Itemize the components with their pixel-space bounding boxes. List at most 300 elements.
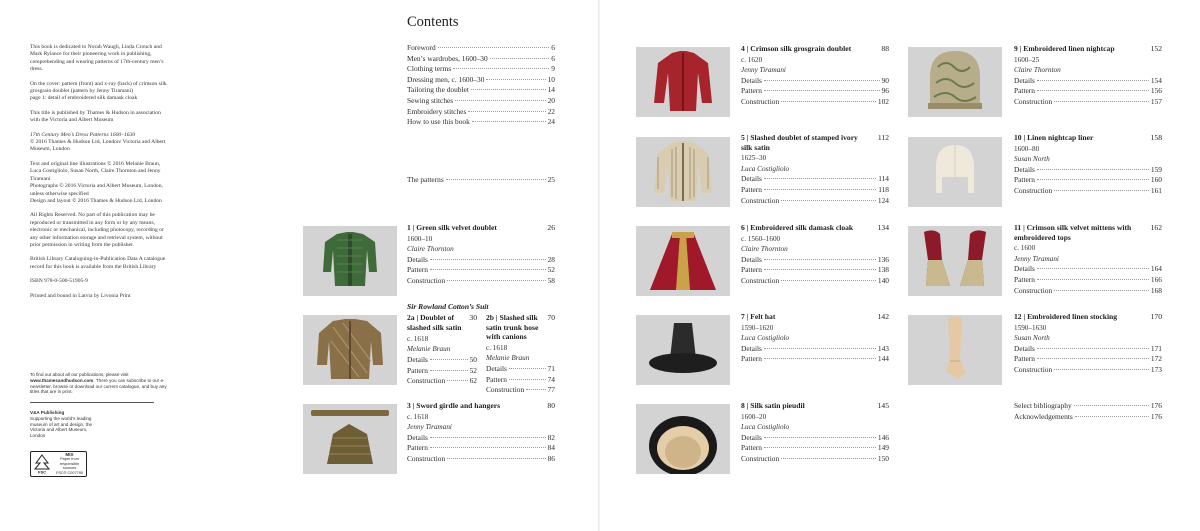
- entry-maker: Luca Costigliolo: [741, 164, 790, 173]
- entry-page: 112: [877, 133, 889, 142]
- entry-subitem[interactable]: [407, 255, 555, 265]
- rights-statement: All Rights Reserved. No part of this publication may be reproduced or transmitted in any form or by any means, electronic or mechanical, including photocopy, recording or any other information storage and retrieval system, without prior permission in writing from the publisher.: [30, 212, 164, 248]
- page-title: Contents: [407, 14, 459, 30]
- toc-label: Men’s wardrobes, 1600–30: [407, 53, 488, 63]
- entry-subitem[interactable]: [1014, 86, 1162, 96]
- thumb-nightcap-liner[interactable]: [908, 137, 1002, 207]
- photo-credits: Photographs © 2016 Victoria and Albert Museum, London, unless otherwise specified: [30, 183, 163, 197]
- toc-page: 124: [877, 195, 889, 205]
- toc-page: 176: [1150, 401, 1162, 410]
- toc-page: 157: [1150, 97, 1162, 106]
- entry-title-text: 10 | Linen nightcap liner: [1014, 133, 1094, 142]
- entry-maker: Jenny Tiramani: [741, 66, 786, 74]
- fsc-text: [53, 453, 86, 476]
- toc-label: Construction: [741, 195, 780, 205]
- divider: [30, 402, 154, 403]
- toc-page: 10: [547, 74, 555, 84]
- entry-page: 170: [1150, 312, 1162, 321]
- entry-maker: Claire Thornton: [741, 245, 788, 253]
- entry-subitem[interactable]: [1014, 175, 1162, 185]
- entry-page: 26: [547, 223, 555, 232]
- nightcap-liner-icon: [908, 137, 1002, 207]
- toc-page: 138: [877, 265, 889, 275]
- toc-label: Construction: [486, 385, 525, 395]
- copyright-lines: © 2016 Thames & Hudson Ltd, London/ Victoria and Albert Museum, London: [30, 139, 166, 153]
- toc-page: 143: [877, 343, 889, 353]
- entry-subitem[interactable]: [486, 364, 555, 374]
- toc-front-item[interactable]: [407, 75, 555, 85]
- entry-maker: Jenny Tiramani: [1014, 254, 1059, 263]
- leader-dots: [764, 358, 876, 359]
- toc-page: 74: [547, 374, 555, 384]
- entry-subitem[interactable]: [1014, 286, 1162, 296]
- promo-rest: . There you can subscribe to our e-newsletter, browse or download our current catalogue, and buy any titles that are in print.: [30, 377, 167, 395]
- entry-subitem[interactable]: [741, 344, 889, 354]
- fsc-mix: MIX: [65, 451, 74, 457]
- leader-dots: [1054, 101, 1149, 102]
- toc-page: 14: [547, 85, 555, 95]
- toc-front-item[interactable]: [407, 54, 555, 64]
- toc-page: 136: [877, 254, 889, 264]
- publisher-promo: [30, 372, 170, 395]
- entry-subitem[interactable]: [741, 433, 889, 443]
- toc-label: Details: [407, 355, 428, 365]
- toc-front-item[interactable]: [407, 43, 555, 53]
- toc-front-item[interactable]: [407, 85, 555, 95]
- toc-page: 154: [1150, 75, 1162, 85]
- dedication: This book is dedicated to Norah Waugh, Linda Crouch and Mark Rylance for their pioneering work in publishing, comprehending and wearing patterns of 17th-century men’s dress.: [30, 44, 164, 73]
- leader-dots: [781, 458, 876, 459]
- leader-dots: [430, 437, 546, 438]
- entry-title[interactable]: [741, 312, 889, 322]
- toc-label: Details: [1014, 164, 1035, 174]
- toc-page: 118: [878, 185, 889, 194]
- suit-title: Sir Rowland Cotton’s Suit: [407, 302, 489, 311]
- toc-label: Pattern: [407, 265, 428, 275]
- entry-subitem[interactable]: [486, 385, 555, 395]
- toc-label: How to use this book: [407, 117, 470, 127]
- entry-subitem[interactable]: [407, 276, 555, 286]
- leader-dots: [430, 359, 468, 360]
- entry-subitem[interactable]: [1014, 354, 1162, 364]
- entry-maker: Susan North: [1014, 155, 1050, 163]
- toc-label: Select bibliography: [1014, 401, 1072, 410]
- toc-page: 168: [1150, 285, 1162, 295]
- entry-subitem[interactable]: [407, 443, 555, 453]
- leader-dots: [447, 458, 545, 459]
- thumb-stocking[interactable]: [908, 315, 1002, 385]
- entry-date: 1590–1620: [741, 323, 774, 332]
- entry-subitem[interactable]: [486, 375, 555, 385]
- leader-dots: [781, 101, 876, 102]
- entry-date: 1600–80: [1014, 144, 1040, 153]
- toc-page: 50: [469, 355, 477, 365]
- toc-label: Pattern: [1014, 354, 1035, 364]
- entry-subitem[interactable]: [741, 454, 889, 464]
- leader-dots: [764, 90, 880, 91]
- cover-credit-text: On the cover: pattern (front) and x-ray (back) of crimson silk grosgrain doublet (pattern by Jenny Tiramani): [30, 80, 167, 95]
- toc-page: 84: [547, 443, 555, 453]
- fsc-tree-icon: [31, 453, 53, 475]
- design-credits: Design and layout © 2016 Thames & Hudson Ltd, London: [30, 197, 162, 204]
- entry-subitem[interactable]: [741, 255, 889, 265]
- cip-data: British Library Cataloguing-in-Publication Data A catalogue record for this book is available from the British Library: [30, 256, 166, 270]
- green-doublet-icon: [303, 226, 397, 296]
- entry-title[interactable]: [407, 401, 555, 411]
- entry-subitem[interactable]: [1014, 264, 1162, 274]
- entry-date: 1600–10: [407, 234, 433, 243]
- va-text: Supporting the world’s leading museum of art and design, the Victoria and Albert Museum, London: [30, 415, 93, 439]
- entry-title[interactable]: [407, 223, 555, 233]
- toc-page: 140: [877, 276, 889, 285]
- leader-dots: [430, 259, 546, 260]
- thumb-green-doublet[interactable]: [303, 226, 397, 296]
- copyright-block: [30, 132, 168, 154]
- fsc-logo-text: FSC: [38, 469, 46, 474]
- pieudil-icon: [636, 404, 730, 474]
- toc-label: Details: [741, 343, 762, 353]
- leader-dots: [1037, 358, 1149, 359]
- toc-label: Pattern: [1014, 86, 1035, 96]
- toc-page: 102: [877, 97, 889, 106]
- fsc-code: FSC® C007795: [56, 470, 83, 475]
- leader-dots: [430, 269, 546, 270]
- entry-page: 134: [877, 223, 889, 232]
- thumb-felt-hat[interactable]: [636, 315, 730, 385]
- entry-subitem[interactable]: [407, 433, 555, 443]
- entry-title-text: 2b | Slashed silk satin trunk hose with canions: [486, 313, 539, 342]
- entry-title[interactable]: [741, 133, 889, 152]
- entry-subitem[interactable]: [407, 265, 555, 275]
- va-publishing-note: [30, 410, 170, 439]
- toc-label: Sewing stitches: [407, 96, 454, 105]
- leader-dots: [468, 111, 545, 112]
- entry-subitem[interactable]: [1014, 186, 1162, 196]
- fsc-logo: [30, 451, 87, 477]
- toc-page: 173: [1150, 365, 1162, 374]
- leader-dots: [1037, 268, 1149, 269]
- entry-subitem[interactable]: [741, 265, 889, 275]
- toc-front-item[interactable]: [407, 107, 555, 117]
- toc-label: Construction: [407, 376, 446, 386]
- leader-dots: [764, 269, 876, 270]
- text-credits: Text and original line illustrations © 2016 Melanie Braun, Luca Costigliolo, Susan North, Claire Thornton and Jenny Tiramani: [30, 160, 161, 182]
- book-spine: [598, 0, 600, 531]
- toc-page: 6: [551, 43, 555, 52]
- entry-title-text: 3 | Sword girdle and hangers: [407, 401, 501, 410]
- toc-label: Pattern: [407, 443, 428, 453]
- entry-subitem[interactable]: [407, 355, 477, 365]
- toc-label: Details: [1014, 343, 1035, 353]
- leader-dots: [1054, 290, 1149, 291]
- entry-page: 70: [547, 313, 555, 322]
- toc-label: Details: [741, 432, 762, 442]
- entry-subitem[interactable]: [1014, 76, 1162, 86]
- fsc-line2: responsible sources: [59, 461, 80, 471]
- entry-subitem[interactable]: [1014, 344, 1162, 354]
- entry-maker: Melanie Braun: [486, 354, 530, 363]
- toc-page: 160: [1150, 175, 1162, 185]
- entry-subitem[interactable]: [407, 366, 477, 376]
- promo-lead: To find out about all our publications, please visit: [30, 372, 129, 377]
- leader-dots: [1037, 279, 1149, 280]
- leader-dots: [1054, 190, 1149, 191]
- toc-page: 28: [547, 254, 555, 264]
- toc-label: Acknowledgements: [1014, 411, 1073, 421]
- entry-title-text: 8 | Silk satin pieudil: [741, 401, 805, 410]
- entry-page: 142: [877, 312, 889, 321]
- leader-dots: [446, 179, 546, 180]
- entry-date: c. 1618: [407, 412, 429, 421]
- entry-title-text: 2a | Doublet of slashed silk satin: [407, 313, 462, 332]
- entry-page: 80: [547, 401, 555, 410]
- toc-page: 166: [1150, 275, 1162, 284]
- entry-subitem[interactable]: [741, 185, 889, 195]
- entry-maker: Susan North: [1014, 334, 1050, 342]
- toc-label: Clothing terms: [407, 64, 452, 74]
- toc-page: 52: [469, 365, 477, 375]
- toc-page: 164: [1150, 264, 1162, 274]
- entry-subitem[interactable]: [741, 354, 889, 364]
- leader-dots: [1075, 416, 1149, 417]
- toc-page: 90: [881, 75, 889, 85]
- toc-label: Details: [741, 174, 762, 184]
- entry-subitem[interactable]: [741, 174, 889, 184]
- toc-label: Embroidery stitches: [407, 106, 467, 116]
- entry-date: c. 1620: [741, 55, 763, 64]
- toc-label: Pattern: [741, 185, 762, 194]
- toc-page: 159: [1150, 164, 1162, 174]
- toc-page: 149: [877, 443, 889, 453]
- leader-dots: [1037, 90, 1149, 91]
- printed-note: Printed and bound in Latvia by Livonia Print: [30, 292, 131, 299]
- entry-title-text: 7 | Felt hat: [741, 312, 776, 321]
- leader-dots: [526, 389, 545, 390]
- toc-front-item[interactable]: [407, 117, 555, 127]
- entry-date: c. 1618: [486, 344, 508, 352]
- toc-label: Pattern: [407, 365, 428, 375]
- entry-title-text: 1 | Green silk velvet doublet: [407, 223, 497, 232]
- entry-date: 1600–20: [741, 412, 767, 421]
- entry-title[interactable]: [741, 401, 889, 411]
- entry-subitem[interactable]: [1014, 275, 1162, 285]
- toc-label: Construction: [741, 97, 780, 106]
- entry-title[interactable]: [741, 223, 889, 233]
- leader-dots: [764, 189, 876, 190]
- entry-date: c. 1600: [1014, 244, 1036, 253]
- leader-dots: [764, 259, 876, 260]
- entry-date: c. 1618: [407, 335, 429, 343]
- stocking-icon: [908, 315, 1002, 385]
- toc-page: 52: [547, 265, 555, 275]
- toc-label: Details: [486, 364, 507, 374]
- leader-dots: [447, 280, 545, 281]
- toc-label: Pattern: [486, 374, 507, 384]
- leader-dots: [764, 348, 876, 349]
- leader-dots: [781, 200, 876, 201]
- toc-label: The patterns: [407, 175, 444, 184]
- damask-cloak-icon: [636, 226, 730, 296]
- toc-page: 6: [551, 53, 555, 63]
- toc-label: Pattern: [741, 265, 762, 275]
- leader-dots: [764, 80, 880, 81]
- toc-page: 146: [877, 432, 889, 442]
- toc-page: 25: [547, 175, 555, 184]
- isbn: ISBN 978-0-500-51905-9: [30, 278, 88, 285]
- entry-subitem[interactable]: [1014, 97, 1162, 107]
- thumb-nightcap[interactable]: [908, 47, 1002, 117]
- entry-title-text: 6 | Embroidered silk damask cloak: [741, 223, 854, 232]
- entry-page: 162: [1150, 223, 1162, 232]
- entry-maker: Claire Thornton: [407, 245, 454, 253]
- leader-dots: [781, 280, 876, 281]
- toc-patterns[interactable]: [407, 175, 555, 185]
- toc-label: Pattern: [741, 443, 762, 453]
- fsc-line1: Paper from: [60, 457, 79, 462]
- thumb-damask-cloak[interactable]: [636, 226, 730, 296]
- toc-label: Construction: [741, 276, 780, 285]
- leader-dots: [438, 47, 550, 48]
- toc-front-item[interactable]: [407, 64, 555, 74]
- promo-url[interactable]: www.thamesandhudson.com: [30, 377, 94, 383]
- entry-subitem[interactable]: [741, 276, 889, 286]
- toc-page: 172: [1150, 354, 1162, 364]
- cover-credit: [30, 81, 168, 103]
- toc-label: Construction: [1014, 186, 1053, 195]
- entry-page: 88: [881, 44, 889, 53]
- felt-hat-icon: [636, 315, 730, 385]
- toc-page: 176: [1150, 411, 1162, 421]
- toc-page: 144: [877, 354, 889, 364]
- toc-label: Pattern: [1014, 275, 1035, 284]
- toc-label: Details: [741, 254, 762, 264]
- slashed-doublet-icon: [303, 315, 397, 385]
- book-title-italic: 17th Century Men’s Dress Patterns 1600–1630: [30, 131, 136, 138]
- page1-credit: page 1: detail of embroidered silk damask cloak: [30, 95, 138, 102]
- leader-dots: [1037, 348, 1149, 349]
- leader-dots: [430, 370, 468, 371]
- leader-dots: [486, 79, 545, 80]
- entry-title-text: 5 | Slashed doublet of stamped ivory silk satin: [741, 133, 858, 152]
- entry-subitem[interactable]: [407, 376, 477, 386]
- toc-label: Pattern: [741, 354, 762, 364]
- entry-subitem[interactable]: [741, 76, 889, 86]
- toc-label: Construction: [1014, 97, 1053, 106]
- leader-dots: [1037, 169, 1149, 170]
- leader-dots: [471, 89, 546, 90]
- entry-title-text: 11 | Crimson silk velvet mittens with embroidered tops: [1014, 223, 1132, 242]
- entry-title[interactable]: [1014, 44, 1162, 54]
- entry-subitem[interactable]: [407, 454, 555, 464]
- thumb-sword-girdle[interactable]: [303, 404, 397, 474]
- thumb-pieudil[interactable]: [636, 404, 730, 474]
- toc-page: 22: [547, 106, 555, 116]
- entry-date: 1625–30: [741, 154, 767, 163]
- leader-dots: [430, 447, 546, 448]
- leader-dots: [455, 100, 545, 101]
- toc-label: Details: [741, 75, 762, 85]
- toc-label: Details: [407, 432, 428, 442]
- entry-title[interactable]: [741, 44, 889, 54]
- toc-page: 20: [547, 96, 555, 105]
- entry-subitem[interactable]: [1014, 365, 1162, 375]
- leader-dots: [764, 178, 876, 179]
- toc-back-item[interactable]: [1014, 401, 1162, 411]
- toc-page: 156: [1150, 86, 1162, 96]
- toc-back-item[interactable]: [1014, 412, 1162, 422]
- entry-subitem[interactable]: [741, 196, 889, 206]
- mittens-icon: [908, 226, 1002, 296]
- toc-label: Construction: [407, 454, 446, 463]
- toc-label: Details: [1014, 264, 1035, 274]
- entry-subitem[interactable]: [741, 86, 889, 96]
- entry-date: 1600–25: [1014, 55, 1040, 64]
- thumb-crimson-doublet[interactable]: [636, 47, 730, 117]
- leader-dots: [490, 58, 550, 59]
- nightcap-icon: [908, 47, 1002, 117]
- toc-label: Construction: [1014, 285, 1053, 295]
- toc-page: 62: [469, 376, 477, 386]
- entry-title[interactable]: [1014, 133, 1162, 143]
- toc-page: 161: [1150, 186, 1162, 195]
- toc-label: Pattern: [741, 86, 762, 96]
- entry-title-text: 9 | Embroidered linen nightcap: [1014, 44, 1115, 53]
- entry-title[interactable]: [486, 313, 555, 342]
- entry-title[interactable]: [1014, 312, 1162, 322]
- toc-page: 71: [547, 364, 555, 374]
- thumb-slashed-doublet[interactable]: [303, 315, 397, 385]
- toc-label: Construction: [741, 454, 780, 463]
- entry-maker: Luca Costigliolo: [741, 423, 790, 431]
- toc-page: 96: [881, 86, 889, 96]
- entry-maker: Luca Costigliolo: [741, 334, 790, 342]
- thumb-ivory-doublet[interactable]: [636, 137, 730, 207]
- entry-date: c. 1560–1600: [741, 234, 781, 243]
- toc-label: Dressing men, c. 1600–30: [407, 74, 485, 84]
- entry-title[interactable]: [1014, 223, 1162, 242]
- entry-maker: Melanie Braun: [407, 345, 451, 354]
- toc-label: Construction: [1014, 365, 1053, 374]
- toc-page: 9: [551, 64, 555, 74]
- toc-page: 82: [547, 432, 555, 442]
- entry-subitem[interactable]: [741, 443, 889, 453]
- toc-label: Tailoring the doublet: [407, 85, 469, 95]
- toc-page: 58: [547, 276, 555, 285]
- toc-label: Foreword: [407, 43, 436, 52]
- thumb-mittens[interactable]: [908, 226, 1002, 296]
- toc-front-item[interactable]: [407, 96, 555, 106]
- toc-label: Details: [1014, 75, 1035, 85]
- sword-girdle-icon: [303, 404, 397, 474]
- leader-dots: [1037, 179, 1149, 180]
- entry-subitem[interactable]: [741, 97, 889, 107]
- leader-dots: [764, 437, 876, 438]
- entry-page: 30: [469, 313, 477, 322]
- entry-date: 1590–1630: [1014, 323, 1047, 332]
- leader-dots: [1037, 80, 1149, 81]
- leader-dots: [764, 447, 876, 448]
- entry-page: 145: [877, 401, 889, 410]
- toc-page: 24: [547, 117, 555, 127]
- entry-page: 158: [1150, 133, 1162, 142]
- entry-subitem[interactable]: [1014, 165, 1162, 175]
- toc-page: 77: [547, 385, 555, 395]
- entry-maker: Claire Thornton: [1014, 66, 1061, 74]
- entry-title-text: 12 | Embroidered linen stocking: [1014, 312, 1118, 321]
- entry-title[interactable]: [407, 313, 477, 332]
- toc-label: Details: [407, 254, 428, 264]
- leader-dots: [509, 379, 546, 380]
